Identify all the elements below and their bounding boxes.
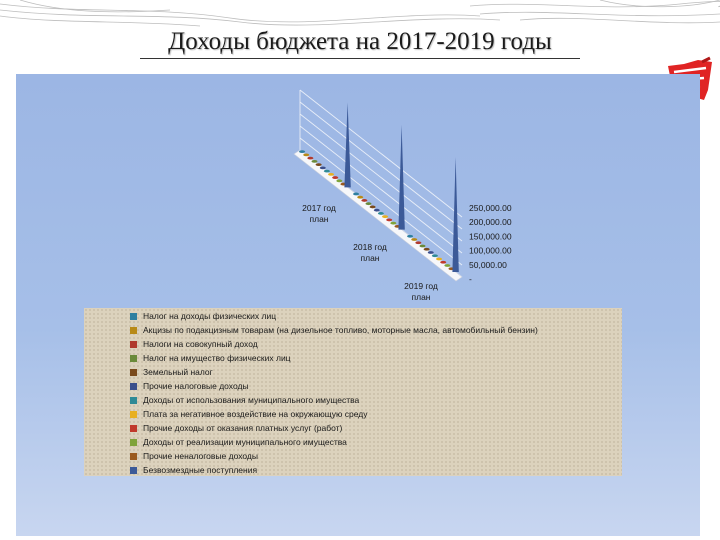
y-tick-label: 200,000.00 [469,217,512,228]
legend-swatch [130,383,137,390]
bar-0-0 [299,150,305,153]
legend-swatch [130,397,137,404]
bar-0-2 [407,235,413,238]
category-label-0: 2017 год план [302,203,336,224]
bar-9-2 [444,264,450,267]
legend-item [130,463,622,477]
bar-1-2 [411,238,417,241]
legend-label: Акцизы по подакцизным товарам (на дизельное топливо, моторные масла, автомобильный бензин) [143,325,538,335]
bar-4-2 [424,248,430,251]
legend-item [130,407,622,421]
category-label-2: 2019 год план [404,281,438,302]
legend-swatch [130,453,137,460]
y-tick-label: 250,000.00 [469,203,512,213]
legend-swatch [130,425,137,432]
bar-3-0 [311,160,317,163]
bar-6-0 [324,170,330,173]
slide-title: Доходы бюджета на 2017-2019 годы [168,28,552,55]
bar-8-2 [440,261,446,264]
legend-swatch [130,411,137,418]
legend-label: Налог на доходы физических лиц [143,311,277,321]
bar-11-0 [344,102,350,187]
legend-label: Доходы от реализации муниципального имущества [143,437,347,447]
bar-3-2 [419,245,425,248]
bar-7-0 [328,173,334,176]
legend-label: Безвозмездные поступления [143,465,258,475]
bar-11-1 [398,125,404,230]
category-label-1: 2018 год план [353,242,387,263]
legend-item [130,365,622,379]
legend-label: Прочие налоговые доходы [143,381,249,391]
bar-5-0 [320,166,326,169]
legend-item [130,421,622,435]
legend-item [130,379,622,393]
bar-4-1 [370,206,376,209]
legend-swatch [130,355,137,362]
bar-5-1 [374,209,380,212]
bar-3-1 [365,202,371,205]
y-tick-label: 100,000.00 [469,245,512,256]
legend-label: Налог на имущество физических лиц [143,353,291,363]
legend-label: Доходы от использования муниципального имущества [143,395,360,405]
bar-8-1 [386,219,392,222]
legend-swatch [130,327,137,334]
legend-item [130,435,622,449]
legend-swatch [130,341,137,348]
y-axis-ticks [469,203,512,284]
legend-label: Прочие неналоговые доходы [143,451,258,461]
legend-label: Плата за негативное воздействие на окружающую среду [143,409,368,419]
legend-item [130,393,622,407]
legend-swatch [130,369,137,376]
chart-legend [84,308,622,476]
bar-0-1 [353,193,359,196]
legend-swatch [130,467,137,474]
bar-2-0 [307,157,313,160]
bar-7-2 [436,258,442,261]
legend-swatch [130,439,137,446]
legend-item [130,449,622,463]
bar-2-2 [415,241,421,244]
y-tick-label: - [469,274,472,284]
bar-7-1 [382,215,388,218]
bar-2-1 [361,199,367,202]
legend-label: Прочие доходы от оказания платных услуг (работ) [143,423,343,433]
y-tick-label: 50,000.00 [469,259,507,270]
legend-label: Земельный налог [143,367,213,377]
bar-6-2 [432,254,438,257]
bar-9-0 [336,179,342,182]
legend-item [130,337,622,351]
bar-9-1 [390,222,396,225]
legend-item [130,351,622,365]
legend-item [130,323,622,337]
bar-4-0 [316,163,322,166]
bar-6-1 [378,212,384,215]
bar-11-2 [452,157,458,272]
legend-label: Налоги на совокупный доход [143,339,258,349]
bar-8-0 [332,176,338,179]
y-tick-label: 150,000.00 [469,231,512,242]
legend-swatch [130,313,137,320]
legend-item [130,309,622,323]
bar-1-0 [303,153,309,156]
bar-1-1 [357,196,363,199]
bar-5-2 [428,251,434,254]
